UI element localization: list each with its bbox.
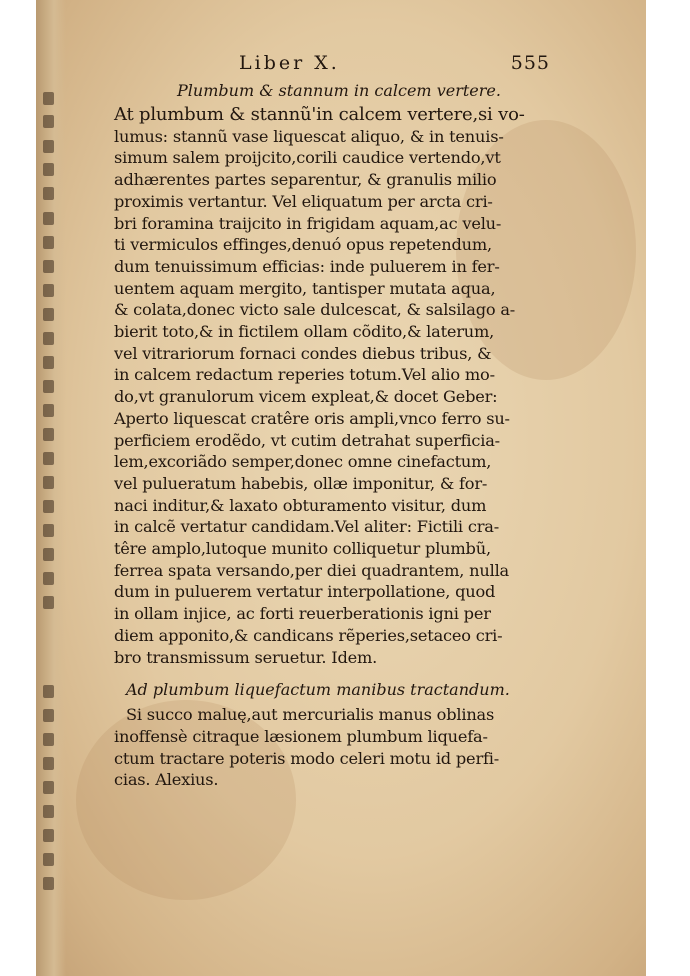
bleed-through-mark bbox=[43, 572, 54, 585]
bleed-through-mark bbox=[43, 781, 54, 794]
bleed-through-mark bbox=[43, 877, 54, 890]
bleed-through-mark bbox=[43, 260, 54, 273]
bleed-through-mark bbox=[43, 476, 54, 489]
bleed-through-mark bbox=[43, 757, 54, 770]
bleed-through-mark bbox=[43, 829, 54, 842]
text-line: uentem aquam mergito, tantisper mutata aqua, bbox=[114, 278, 496, 298]
page-text-block bbox=[114, 50, 564, 791]
text-line: do,vt granulorum vicem expleat,& docet Geber: bbox=[114, 387, 498, 407]
text-line: vel pulueratum habebis, ollæ imponitur, & for- bbox=[114, 473, 488, 493]
section-heading: Plumbum & stannum in calcem vertere. bbox=[177, 81, 501, 100]
bleed-through-mark bbox=[43, 733, 54, 746]
bleed-through-mark bbox=[43, 709, 54, 722]
bleed-through-mark bbox=[43, 428, 54, 441]
running-title: Liber X. bbox=[239, 52, 340, 74]
text-line: lem,excoriãdo semper,donec omne cinefactum, bbox=[114, 452, 492, 472]
bleed-through-mark bbox=[43, 596, 54, 609]
text-line: bierit toto,& in fictilem ollam cõdito,& laterum, bbox=[114, 322, 495, 342]
text-line: ti vermiculos effinges,denuó opus repetendum, bbox=[114, 235, 492, 255]
bleed-through-mark bbox=[43, 284, 54, 297]
running-header bbox=[114, 50, 564, 76]
text-line: dum in puluerem vertatur interpollatione, quod bbox=[114, 582, 496, 602]
text-line: At plumbum & stannũ'in calcem vertere,si vo- bbox=[114, 104, 525, 125]
bleed-through-mark bbox=[43, 115, 54, 128]
text-line: in calcẽ vertatur candidam.Vel aliter: Fictili cra- bbox=[114, 517, 499, 537]
text-line: simum salem proijcito,corili caudice vertendo,vt bbox=[114, 148, 501, 168]
bleed-through-mark bbox=[43, 380, 54, 393]
text-line: cias. Alexius. bbox=[114, 770, 219, 790]
bleed-through-mark bbox=[43, 524, 54, 537]
text-line: bri foramina traijcito in frigidam aquam,ac velu- bbox=[114, 213, 502, 233]
bleed-through-mark bbox=[43, 187, 54, 200]
text-line: adhærentes partes separentur, & granulis milio bbox=[114, 170, 497, 190]
text-line: & colata,donec victo sale dulcescat, & salsilago a- bbox=[114, 300, 516, 320]
bleed-through-mark bbox=[43, 308, 54, 321]
bleed-through-mark bbox=[43, 548, 54, 561]
bleed-through-mark bbox=[43, 853, 54, 866]
book-page bbox=[36, 0, 646, 976]
bleed-through-mark bbox=[43, 404, 54, 417]
bleed-through-mark bbox=[43, 805, 54, 818]
text-line: inoffensè citraque læsionem plumbum liquefa- bbox=[114, 726, 488, 746]
text-line: ferrea spata versando,per diei quadrantem, nulla bbox=[114, 560, 510, 580]
bleed-through-mark bbox=[43, 140, 54, 153]
text-line: in ollam injice, ac forti reuerberationis igni per bbox=[114, 604, 491, 624]
text-line: ctum tractare poteris modo celeri motu id perfi- bbox=[114, 748, 500, 768]
text-line: dum tenuissimum efficias: inde puluerem in fer- bbox=[114, 256, 500, 276]
section-heading: Ad plumbum liquefactum manibus tractandum. bbox=[126, 680, 510, 700]
bleed-through-mark bbox=[43, 236, 54, 249]
page-number: 555 bbox=[510, 52, 550, 74]
bleed-through-mark bbox=[43, 452, 54, 465]
text-line: têre amplo,lutoque munito colliquetur plumbũ, bbox=[114, 539, 491, 559]
bleed-through-mark bbox=[43, 332, 54, 345]
text-line: perficiem erodẽdo, vt cutim detrahat superficia- bbox=[114, 430, 500, 450]
bleed-through-mark bbox=[43, 356, 54, 369]
text-line: Aperto liquescat cratêre oris ampli,vnco ferro su- bbox=[114, 408, 510, 428]
bleed-through-mark bbox=[43, 92, 54, 105]
text-line: bro transmissum seruetur. Idem. bbox=[114, 647, 378, 667]
bleed-through-mark bbox=[43, 212, 54, 225]
text-line: proximis vertantur. Vel eliquatum per arcta cri- bbox=[114, 191, 493, 211]
text-line: Si succo maluę,aut mercurialis manus oblinas bbox=[126, 705, 495, 725]
bleed-through-mark bbox=[43, 163, 54, 176]
text-line: vel vitrariorum fornaci condes diebus tribus, & bbox=[114, 343, 492, 363]
text-line: naci inditur,& laxato obturamento visitur, dum bbox=[114, 495, 487, 515]
bleed-through-mark bbox=[43, 500, 54, 513]
bleed-through-mark bbox=[43, 685, 54, 698]
text-line: in calcem redactum reperies totum.Vel alio mo- bbox=[114, 365, 495, 385]
text-line: lumus: stannũ vase liquescat aliquo, & in tenuis- bbox=[114, 126, 504, 146]
text-line: diem apponito,& candicans rẽperies,setaceo cri- bbox=[114, 625, 503, 645]
